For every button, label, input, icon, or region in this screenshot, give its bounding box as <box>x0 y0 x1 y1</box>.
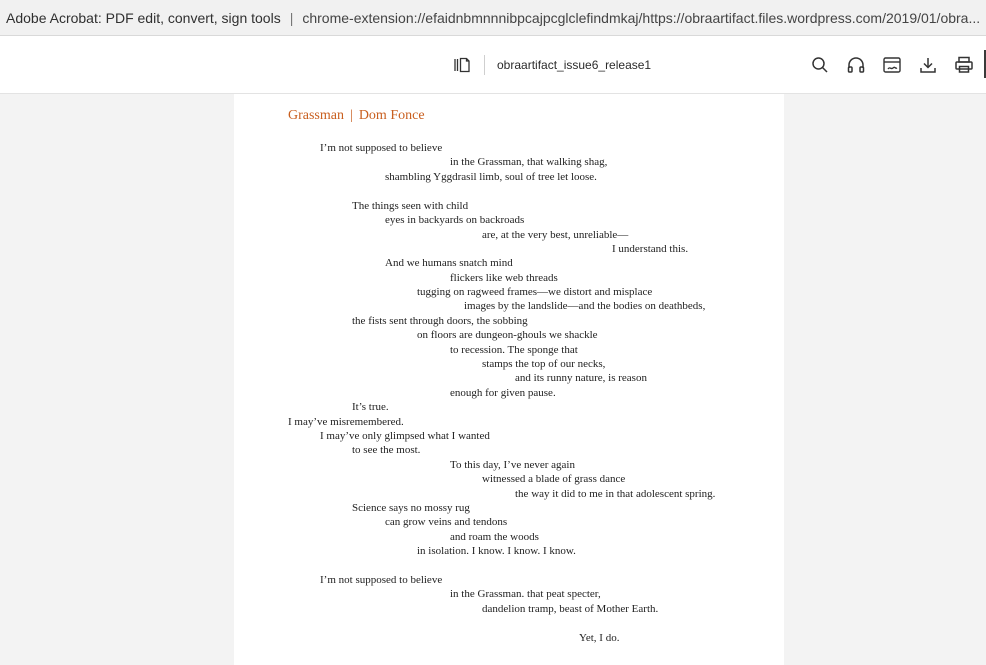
document-viewer[interactable] <box>0 94 986 665</box>
poem-line: I’m not supposed to believe <box>320 142 443 154</box>
poem-line: dandelion tramp, beast of Mother Earth. <box>482 603 659 615</box>
poem-line: stamps the top of our necks, <box>482 358 606 370</box>
poem-line: And we humans snatch mind <box>385 257 513 269</box>
document-info <box>452 54 651 76</box>
poem-line: in the Grassman. that peat specter, <box>450 588 601 600</box>
poem-title: Grassman <box>288 108 344 123</box>
page-layout-icon[interactable] <box>452 55 472 75</box>
poem-line: to recession. The sponge that <box>450 344 578 356</box>
toolbar-actions <box>809 54 986 76</box>
poem-line: images by the landslide—and the bodies on deathbeds, <box>464 300 706 312</box>
poem-line: I may’ve only glimpsed what I wanted <box>320 430 490 442</box>
viewer-toolbar <box>0 36 986 94</box>
url-text: chrome-extension://efaidnbmnnnibpcajpcglclefindmkaj/https://obraartifact.files.wordpress.com/2019/01/obra... <box>302 9 981 26</box>
poem-line: To this day, I’ve never again <box>450 459 575 471</box>
poem-line: and roam the woods <box>450 531 539 543</box>
poem-line: to see the most. <box>352 444 421 456</box>
app-title: Adobe Acrobat: PDF edit, convert, sign tools <box>6 9 281 26</box>
pdf-page <box>234 94 784 665</box>
fill-sign-icon[interactable] <box>881 54 903 76</box>
poem-line: Science says no mossy rug <box>352 502 470 514</box>
poem-line: tugging on ragweed frames—we distort and misplace <box>417 286 653 298</box>
poem-header <box>288 108 425 124</box>
poem-line: enough for given pause. <box>450 387 556 399</box>
title-separator: | <box>289 9 294 26</box>
poem-line: eyes in backyards on backroads <box>385 214 525 226</box>
poem-line: I understand this. <box>612 243 689 255</box>
download-icon[interactable] <box>917 54 939 76</box>
search-icon[interactable] <box>809 54 831 76</box>
poem-line: in isolation. I know. I know. I know. <box>417 545 576 557</box>
poem-line: and its runny nature, is reason <box>515 372 647 384</box>
poem-line: on floors are dungeon-ghouls we shackle <box>417 329 598 341</box>
poem-line: Yet, I do. <box>579 632 620 644</box>
poem-line: the fists sent through doors, the sobbing <box>352 315 528 327</box>
poem-line: in the Grassman, that walking shag, <box>450 156 608 168</box>
poem-line: I’m not supposed to believe <box>320 574 443 586</box>
poem-line: shambling Yggdrasil limb, soul of tree let loose. <box>385 171 597 183</box>
poem-line: are, at the very best, unreliable— <box>482 229 629 241</box>
window-titlebar <box>0 0 986 36</box>
poem-line: I may’ve misremembered. <box>288 416 404 428</box>
poem-line: The things seen with child <box>352 200 469 212</box>
poem-line: the way it did to me in that adolescent spring. <box>515 488 716 500</box>
poem-author: Dom Fonce <box>358 108 425 123</box>
read-aloud-icon[interactable] <box>845 54 867 76</box>
document-filename: obraartifact_issue6_release1 <box>497 58 652 72</box>
poem-line: witnessed a blade of grass dance <box>482 473 626 485</box>
poem-line: can grow veins and tendons <box>385 516 508 528</box>
poem-line: It’s true. <box>352 401 389 413</box>
header-separator: | <box>350 108 353 123</box>
poem-line: flickers like web threads <box>450 272 558 284</box>
print-icon[interactable] <box>953 54 975 76</box>
toolbar-divider <box>484 55 485 75</box>
